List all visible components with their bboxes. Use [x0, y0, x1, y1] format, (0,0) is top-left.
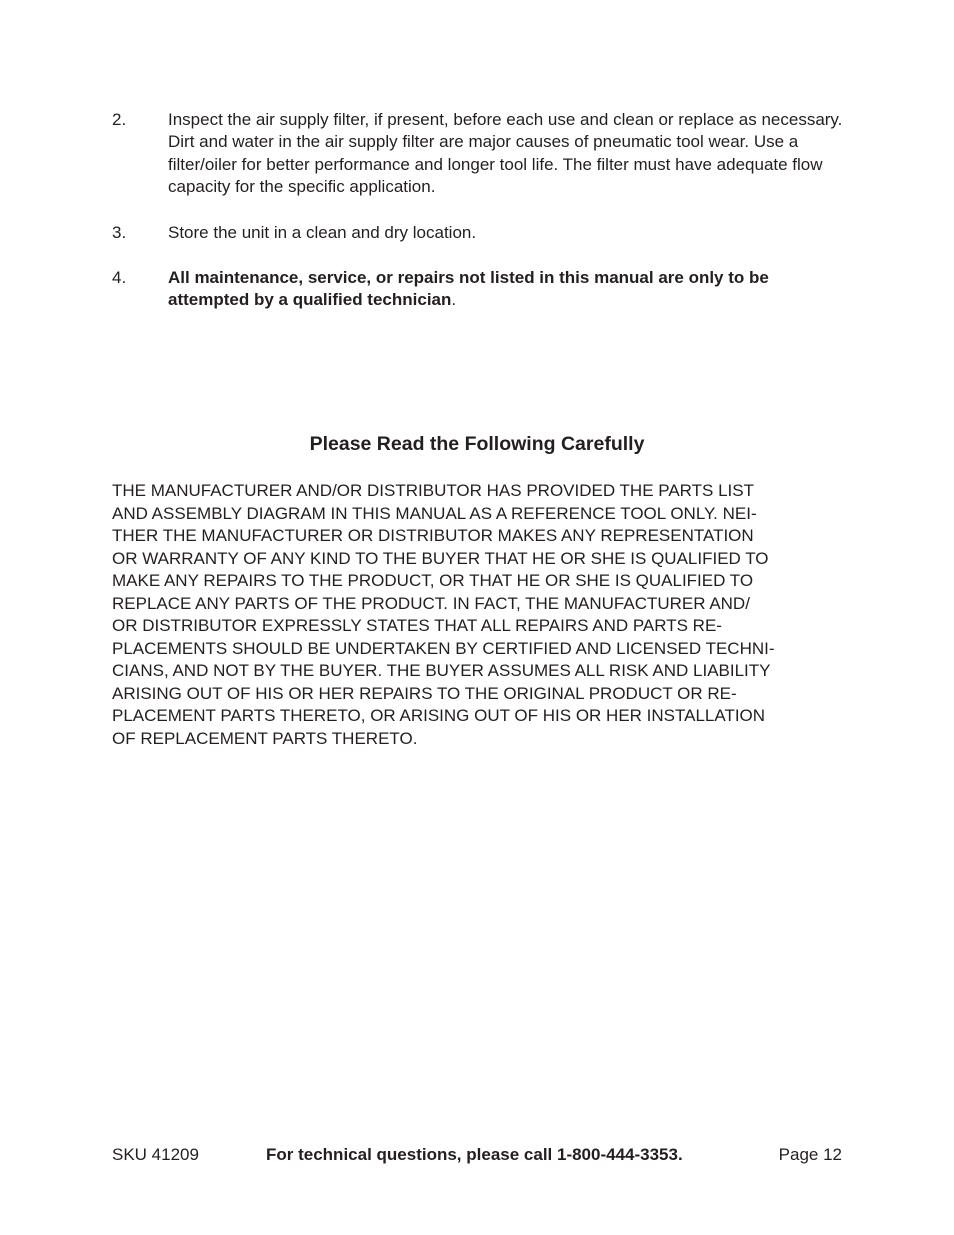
disclaimer-line: REPLACE ANY PARTS OF THE PRODUCT. IN FACT, THE MANUFACTURER AND/ [112, 593, 750, 613]
item-number: 3. [112, 222, 127, 242]
item-text [168, 109, 852, 199]
item-2-explanation: Dirt and water in the air supply filter are major causes of pneumatic tool wear. Use a filter/oiler for better performance and longer tool life. The filter must have adequate flow capacity for the specific application. [168, 132, 823, 197]
sku-label: SKU 41209 [112, 1145, 199, 1164]
item-4-period: . [451, 290, 457, 310]
item-number: 2. [112, 110, 127, 129]
support-phone-text: For technical questions, please call 1-800-444-3353. [266, 1145, 683, 1164]
item-text [168, 267, 852, 312]
disclaimer-line: OR DISTRIBUTOR EXPRESSLY STATES THAT ALL REPAIRS AND PARTS RE- [112, 616, 722, 635]
item-text [168, 222, 852, 244]
disclaimer-line: THE MANUFACTURER AND/OR DISTRIBUTOR HAS PROVIDED THE PARTS LIST [112, 481, 754, 500]
page-footer [112, 1143, 842, 1167]
disclaimer-line: MAKE ANY REPAIRS TO THE PRODUCT, OR THAT HE OR SHE IS QUALIFIED TO [112, 571, 754, 590]
disclaimer-line: OR WARRANTY OF ANY KIND TO THE BUYER THAT HE OR SHE IS QUALIFIED TO [112, 548, 769, 568]
page-number: Page 12 [778, 1145, 842, 1164]
disclaimer-line: THER THE MANUFACTURER OR DISTRIBUTOR MAKES ANY REPRESENTATION [112, 526, 754, 545]
section-heading: Please Read the Following Carefully [309, 433, 645, 455]
disclaimer-line: AND ASSEMBLY DIAGRAM IN THIS MANUAL AS A REFERENCE TOOL ONLY. NEI- [112, 503, 757, 523]
disclaimer-line: ARISING OUT OF HIS OR HER REPAIRS TO THE ORIGINAL PRODUCT OR RE- [112, 683, 737, 703]
disclaimer-line: OF REPLACEMENT PARTS THERETO. [112, 728, 418, 748]
list-item-4 [112, 267, 852, 312]
item-number: 4. [112, 268, 127, 288]
disclaimer-line: PLACEMENT PARTS THERETO, OR ARISING OUT OF HIS OR HER INSTALLATION [112, 706, 766, 725]
item-2-instruction: Inspect the air supply filter, if present, before each use and clean or replace as necessary. [168, 110, 843, 129]
item-3-instruction: Store the unit in a clean and dry location. [168, 222, 477, 242]
disclaimer-line: CIANS, AND NOT BY THE BUYER. THE BUYER ASSUMES ALL RISK AND LIABILITY [112, 661, 771, 680]
disclaimer-paragraph [112, 480, 852, 750]
list-item-2 [112, 109, 852, 199]
disclaimer-line: PLACEMENTS SHOULD BE UNDERTAKEN BY CERTIFIED AND LICENSED TECHNI- [112, 638, 775, 658]
item-4-instruction [168, 267, 852, 312]
list-item-3 [112, 222, 852, 244]
maintenance-list [112, 109, 852, 335]
item-4-warning: All maintenance, service, or repairs not listed in this manual are only to be attempted by a qualified technician [168, 268, 769, 310]
